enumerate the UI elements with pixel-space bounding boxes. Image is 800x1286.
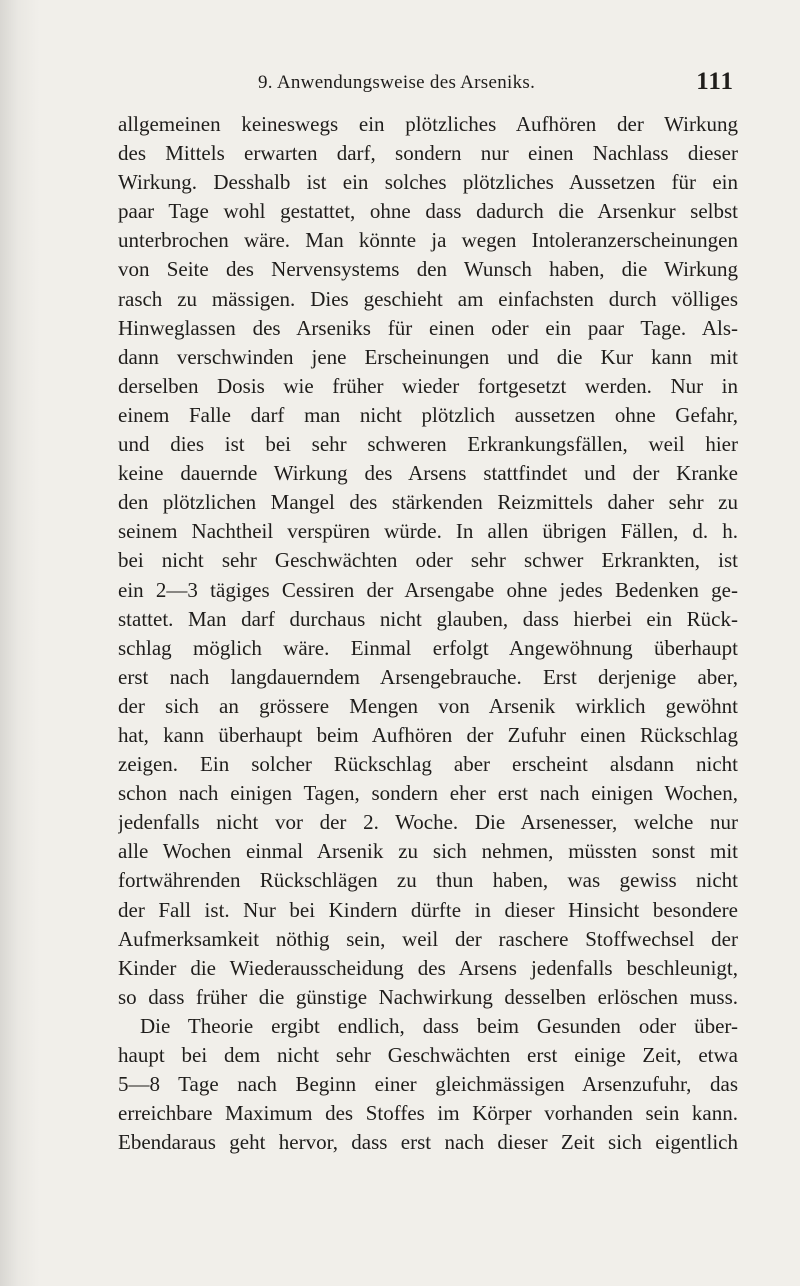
text-line: unterbrochen wäre. Man könnte ja wegen Intoleranzerscheinungen	[118, 228, 738, 253]
text-line: derselben Dosis wie früher wieder fortgesetzt werden. Nur in	[118, 373, 738, 398]
text-line: keine dauernde Wirkung des Arsens stattfindet und der Kranke	[118, 461, 738, 486]
text-line: des Mittels erwarten darf, sondern nur einen Nachlass dieser	[118, 141, 738, 166]
text-line: zeigen. Ein solcher Rückschlag aber erscheint alsdann nicht	[118, 752, 738, 777]
text-line: der sich an grössere Mengen von Arsenik wirklich gewöhnt	[118, 693, 738, 718]
text-line: alle Wochen einmal Arsenik zu sich nehmen, müssten sonst mit	[118, 839, 738, 864]
text-line: 5—8 Tage nach Beginn einer gleichmässigen Arsenzufuhr, das	[118, 1072, 738, 1097]
text-line: der Fall ist. Nur bei Kindern dürfte in dieser Hinsicht besondere	[118, 897, 738, 922]
text-line: Wirkung. Desshalb ist ein solches plötzliches Aussetzen für ein	[118, 170, 738, 195]
page-header	[118, 68, 738, 106]
text-line: und dies ist bei sehr schweren Erkrankungsfällen, weil hier	[118, 432, 738, 457]
text-line: jedenfalls nicht vor der 2. Woche. Die Arsenesser, welche nur	[118, 810, 738, 835]
text-line: rasch zu mässigen. Dies geschieht am einfachsten durch völliges	[118, 286, 738, 311]
text-line: Die Theorie ergibt endlich, dass beim Gesunden oder über-	[140, 1013, 738, 1038]
text-line: stattet. Man darf durchaus nicht glauben, dass hierbei ein Rück-	[118, 606, 738, 631]
text-line: allgemeinen keineswegs ein plötzliches Aufhören der Wirkung	[118, 112, 738, 136]
text-line: Kinder die Wiederausscheidung des Arsens jedenfalls beschleunigt,	[118, 955, 738, 980]
text-line: bei nicht sehr Geschwächten oder sehr schwer Erkrankten, ist	[118, 548, 738, 573]
text-line: schlag möglich wäre. Einmal erfolgt Angewöhnung überhaupt	[118, 635, 738, 660]
page-number: 111	[696, 68, 734, 95]
text-line: seinem Nachtheil verspüren würde. In allen übrigen Fällen, d. h.	[118, 519, 738, 544]
text-line: schon nach einigen Tagen, sondern eher erst nach einigen Wochen,	[118, 781, 738, 806]
text-line: so dass früher die günstige Nachwirkung desselben erlöschen muss.	[118, 984, 738, 1009]
text-line: paar Tage wohl gestattet, ohne dass dadurch die Arsenkur selbst	[118, 199, 738, 224]
text-line: ein 2—3 tägiges Cessiren der Arsengabe ohne jedes Bedenken ge-	[118, 577, 738, 602]
text-line: Hinweglassen des Arseniks für einen oder ein paar Tage. Als-	[118, 315, 738, 340]
text-line: erst nach langdauerndem Arsengebrauche. Erst derjenige aber,	[118, 664, 738, 689]
text-line: erreichbare Maximum des Stoffes im Körper vorhanden sein kann.	[118, 1101, 738, 1126]
running-head: 9. Anwendungsweise des Arseniks.	[258, 72, 536, 93]
text-line: Ebendaraus geht hervor, dass erst nach dieser Zeit sich eigentlich	[118, 1130, 738, 1155]
text-line: hat, kann überhaupt beim Aufhören der Zufuhr einen Rückschlag	[118, 722, 738, 747]
body-text	[118, 110, 738, 1157]
text-line: Aufmerksamkeit nöthig sein, weil der raschere Stoffwechsel der	[118, 926, 738, 951]
text-line: haupt bei dem nicht sehr Geschwächten erst einige Zeit, etwa	[118, 1043, 738, 1067]
text-line: dann verschwinden jene Erscheinungen und die Kur kann mit	[118, 344, 738, 369]
text-line: fortwährenden Rückschlägen zu thun haben, was gewiss nicht	[118, 868, 738, 893]
text-line: einem Falle darf man nicht plötzlich aussetzen ohne Gefahr,	[118, 402, 738, 427]
text-line: den plötzlichen Mangel des stärkenden Reizmittels daher sehr zu	[118, 490, 738, 515]
text-line: von Seite des Nervensystems den Wunsch haben, die Wirkung	[118, 257, 738, 282]
